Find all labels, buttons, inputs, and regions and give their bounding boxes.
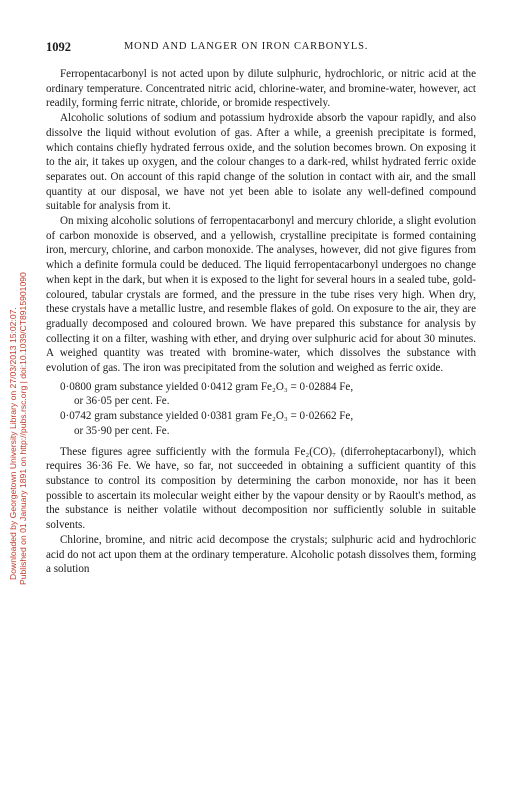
paragraph-reagents: Chlorine, bromine, and nitric acid decompose the crystals; sulphuric acid and hydrochloric acid do not act upon them at the ordinary temperature. Alcoholic potash dissolves them, forming a solution [46,533,476,576]
downloaded-notice: Downloaded by Georgetown University Library on 27/03/2013 15:02:07. [8,307,18,580]
download-watermark [0,0,30,793]
page-header [46,40,476,56]
page-body [46,40,476,577]
page-number: 1092 [46,40,71,54]
analysis-result-2 [46,409,476,438]
analysis-continuation: or 36·05 per cent. Fe. [74,395,170,408]
paragraph-alkali: Alcoholic solutions of sodium and potassium hydroxide absorb the vapour rapidly, and also dissolve the liquid without evolution of gas. After a while, a greenish precipitate is formed, which contains chiefly hydrated ferrous oxide, and the solution becomes brown. On exposing it to the air, it takes up oxygen, and the colour changes to a dark-red, whilst hydrated ferric oxide separates out. On account of this rapid change of the solution in contact with air, and the small quantity at our disposal, we have not yet been able to isolate any well-defined compound suitable for analysis from it. [46,112,476,213]
running-head: MOND AND LANGER ON IRON CARBONYLS. [124,41,369,52]
analysis-line: 0·0742 gram substance yielded 0·0381 gram Fe₂O₃ = 0·02662 Fe, [60,410,354,423]
paragraph-formula: These figures agree sufficiently with the formula Fe₂(CO)₇ (diferroheptacarbonyl), which requires 36·36 Fe. We have, so far, not succeeded in obtaining a sufficient quantity of this substance to control its composition by determining the carbon monoxide, nor has it been possible to ascertain its molecular weight either by the vapour density or by Raoult's method, as the substance is neither volatile without decomposition nor sufficiently soluble in suitable solvents. [46,445,476,532]
paragraph-acids: Ferropentacarbonyl is not acted upon by dilute sulphuric, hydrochloric, or nitric acid at the ordinary temperature. Concentrated nitric acid, chlorine-water, and bromine-water, however, act readily, forming ferric nitrate, chloride, or bromide respectively. [46,68,476,110]
paragraph-mercury-light: On mixing alcoholic solutions of ferropentacarbonyl and mercury chloride, a slight evolution of carbon monoxide is observed, and a yellowish, crystalline precipitate is formed containing iron, mercury, chlorine, and carbon monoxide. The analyses, however, did not give figures from which a definite formula could be deduced. The liquid ferropentacarbonyl undergoes no change when kept in the dark, but when it is exposed to the light for several hours in a sealed tube, gold-coloured, tabular crystals are formed, and the pressure in the tube rises very high. When dry, these crystals have a metallic lustre, and resemble flakes of gold. On exposure to the air, they are gradually decomposed and coloured brown. We have prepared this substance for analysis by collecting it on a filter, washing with ether, and drying over sulphuric acid for about 30 minutes. A weighed quantity was treated with bromine-water, which dissolves the substance with evolution of gas. The iron was precipitated from the solution and weighed as ferric oxide. [46,215,476,375]
published-notice: Published on 01 January 1891 on http://pubs.rsc.org | doi:10.1039/CT8915901090 [18,272,28,585]
analysis-line: 0·0800 gram substance yielded 0·0412 gram Fe₂O₃ = 0·02884 Fe, [60,380,354,393]
analysis-continuation: or 35·90 per cent. Fe. [74,424,170,437]
analysis-result-1 [46,380,476,409]
